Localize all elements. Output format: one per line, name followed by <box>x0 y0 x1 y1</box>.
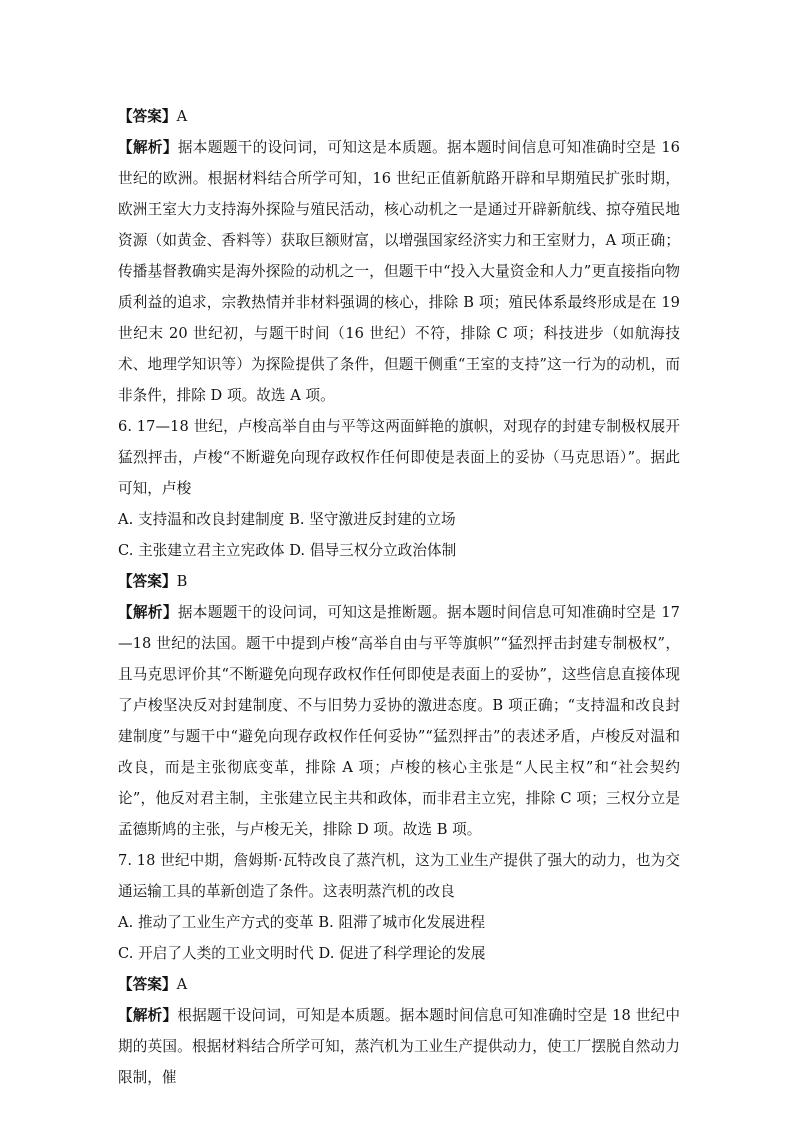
q6-options-ab: A. 支持温和改良封建制度 B. 坚守激进反封建的立场 <box>118 511 456 528</box>
q5-analysis <box>118 132 680 411</box>
analysis-label: 【解析】 <box>118 604 178 621</box>
answer-label: 【答案】 <box>118 573 177 590</box>
analysis-text: 根据题干设问词，可知是本质题。据本题时间信息可知准确时空是 18 世纪中期的英国。根据材料结合所学可知，蒸汽机为工业生产提供动力，使工厂摆脱自然动力限制，催 <box>118 1007 680 1086</box>
document-body <box>118 101 680 1093</box>
answer-value: A <box>176 976 188 993</box>
analysis-label: 【解析】 <box>118 1007 178 1024</box>
analysis-text: 据本题题干的设问词，可知这是推断题。据本题时间信息可知准确时空是 17—18 世纪的法国。题干中提到卢梭“高举自由与平等旗帜”“猛烈抨击封建专制极权”，且马克思评价其“不断避免向现存政权作任何即使是表面上的妥协”，这些信息直接体现了卢梭坚决反对封建制度、不与旧势力妥协的激进态度。B 项正确；“支持温和改良封建制度”与题干中“避免向现存政权作任何妥协”“猛烈抨击”的表述矛盾，卢梭反对温和改良，而是主张彻底变革，排除 A 项；卢梭的核心主张是“人民主权”和“社会契约论”，他反对君主制，主张建立民主共和政体，而非君主立宪，排除 C 项；三权分立是孟德斯鸠的主张，与卢梭无关，排除 D 项。故选 B 项。 <box>118 604 681 838</box>
q6-options-cd: C. 主张建立君主立宪政体 D. 倡导三权分立政治体制 <box>118 542 457 559</box>
q7-options-cd: C. 开启了人类的工业文明时代 D. 促进了科学理论的发展 <box>118 945 486 962</box>
analysis-text: 据本题题干的设问词，可知这是本质题。据本题时间信息可知准确时空是 16 世纪的欧洲。根据材料结合所学可知，16 世纪正值新航路开辟和早期殖民扩张时期，欧洲王室大力支持海外探险与殖民活动，核心动机之一是通过开辟新航线、掠夺殖民地资源（如黄金、香料等）获取巨额财富，以增强国家经济实力和王室财力，A 项正确；传播基督教确实是海外探险的动机之一，但题干中“投入大量资金和人力”更直接指向物质利益的追求，宗教热情并非材料强调的核心，排除 B 项；殖民体系最终形成是在 19 世纪末 20 世纪初，与题干时间（16 世纪）不符，排除 C 项；科技进步（如航海技术、地理学知识等）为探险提供了条件，但题干侧重“王室的支持”这一行为的动机，而非条件，排除 D 项。故选 A 项。 <box>118 139 681 404</box>
answer-label: 【答案】 <box>118 108 177 125</box>
q7-analysis <box>118 1000 680 1093</box>
answer-value: B <box>176 573 188 590</box>
q7-options-ab: A. 推动了工业生产方式的变革 B. 阻滞了城市化发展进程 <box>118 914 485 931</box>
q6-answer-line <box>118 566 680 597</box>
answer-label: 【答案】 <box>118 976 177 993</box>
answer-value: A <box>176 108 188 125</box>
q7-answer-line <box>118 969 680 1000</box>
q6-stem: 6. 17—18 世纪，卢梭高举自由与平等这两面鲜艳的旗帜，对现存的封建专制极权展开猛烈抨击，卢梭“不断避免向现存政权作任何即使是表面上的妥协（马克思语）”。据此可知，卢梭 <box>118 418 680 497</box>
q6-analysis <box>118 597 680 845</box>
q5-answer-line <box>118 101 680 132</box>
q7-stem: 7. 18 世纪中期，詹姆斯·瓦特改良了蒸汽机，这为工业生产提供了强大的动力，也为交通运输工具的革新创造了条件。这表明蒸汽机的改良 <box>118 852 680 900</box>
analysis-label: 【解析】 <box>118 139 178 156</box>
